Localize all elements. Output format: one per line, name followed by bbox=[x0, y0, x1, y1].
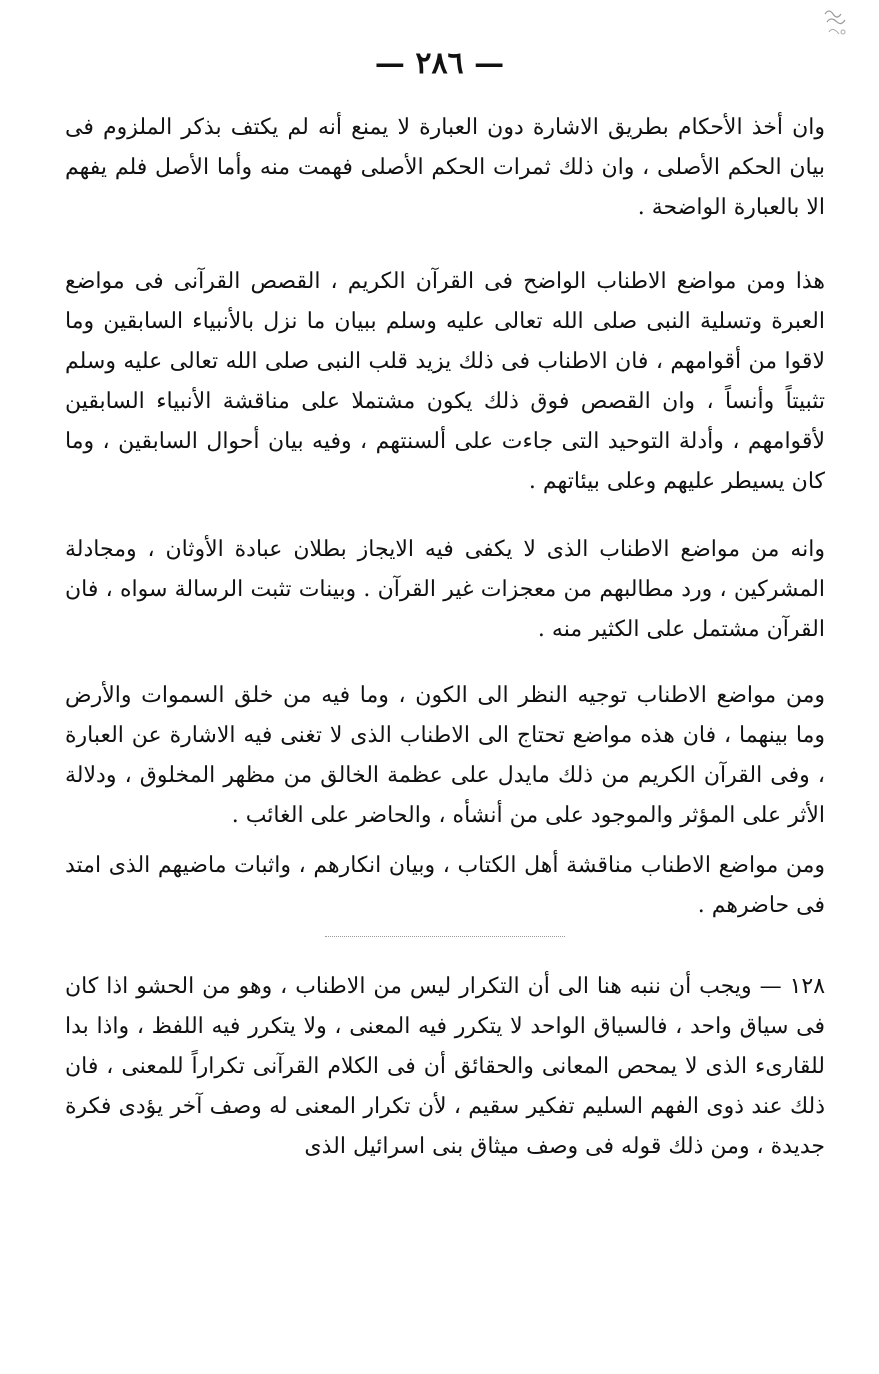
page-number: — ٢٨٦ — bbox=[374, 46, 505, 81]
paragraph-5: ومن مواضع الاطناب مناقشة أهل الكتاب ، وبيان انكارهم ، واثبات ماضيهم الذى امتد فى حاضرهم . bbox=[65, 853, 825, 918]
section-divider bbox=[325, 936, 565, 937]
paragraph-3: وانه من مواضع الاطناب الذى لا يكفى فيه الايجاز بطلان عبادة الأوثان ، ومجادلة المشركين ، ورد مطالبهم من معجزات غير القرآن . وبينات تثبت الرسالة سواه ، فان القرآن مشتمل على الكثير منه . bbox=[65, 537, 825, 642]
paragraph-4: ومن مواضع الاطناب توجيه النظر الى الكون ، وما فيه من خلق السموات والأرض وما بينهما ، فان هذه مواضع تحتاج الى الاطناب الذى لا تغنى فيه الاشارة عن العبارة ، وفى القرآن الكريم من ذلك مايدل على عظمة الخالق من مظهر المخلوق ، ودلالة الأثر على المؤثر والموجود على من أنشأه ، والحاضر على الغائب . bbox=[65, 683, 825, 828]
paragraph-1: وان أخذ الأحكام بطريق الاشارة دون العبارة لا يمنع أنه لم يكتف بذكر الملزوم فى بيان الحكم الأصلى ، وان ذلك ثمرات الحكم الأصلى فهمت منه وأما الأصل فلم يفهم الا بالعبارة الواضحة . bbox=[65, 115, 825, 220]
paragraph-6: ١٢٨ — ويجب أن ننبه هنا الى أن التكرار ليس من الاطناب ، وهو من الحشو اذا كان فى سياق واحد ، فالسياق الواحد لا يتكرر فيه المعنى ، ولا يتكرر فيه اللفظ ، واذا بدا للقارىء الذى لا يمحص المعانى والحقائق أن فى الكلام القرآنى تكراراً للمعنى ، فان ذلك عند ذوى الفهم السليم تفكير سقيم ، لأن تكرار المعنى له وصف آخر يؤدى فكرة جديدة ، ومن ذلك قوله فى وصف ميثاق بنى اسرائيل الذى bbox=[65, 974, 826, 1159]
paragraph-2: هذا ومن مواضع الاطناب الواضح فى القرآن الكريم ، القصص القرآنى فى مواضع العبرة وتسلية النبى صلى الله تعالى عليه وسلم ببيان ما نزل بالأنبياء السابقين وما لاقوا من أقوامهم ، فان الاطناب فى ذلك يزيد قلب النبى صلى الله تعالى عليه وسلم تثبيتاً وأنساً ، وان القصص فوق ذلك يكون مشتملا على مناقشة الأنبياء السابقين لأقوامهم ، وأدلة التوحيد التى جاءت على ألسنتهم ، وفيه بيان أحوال السابقين ، وما كان يسيطر عليهم وعلى بيئاتهم . bbox=[65, 269, 826, 494]
library-stamp-icon bbox=[819, 6, 851, 42]
page-body bbox=[65, 108, 825, 1167]
